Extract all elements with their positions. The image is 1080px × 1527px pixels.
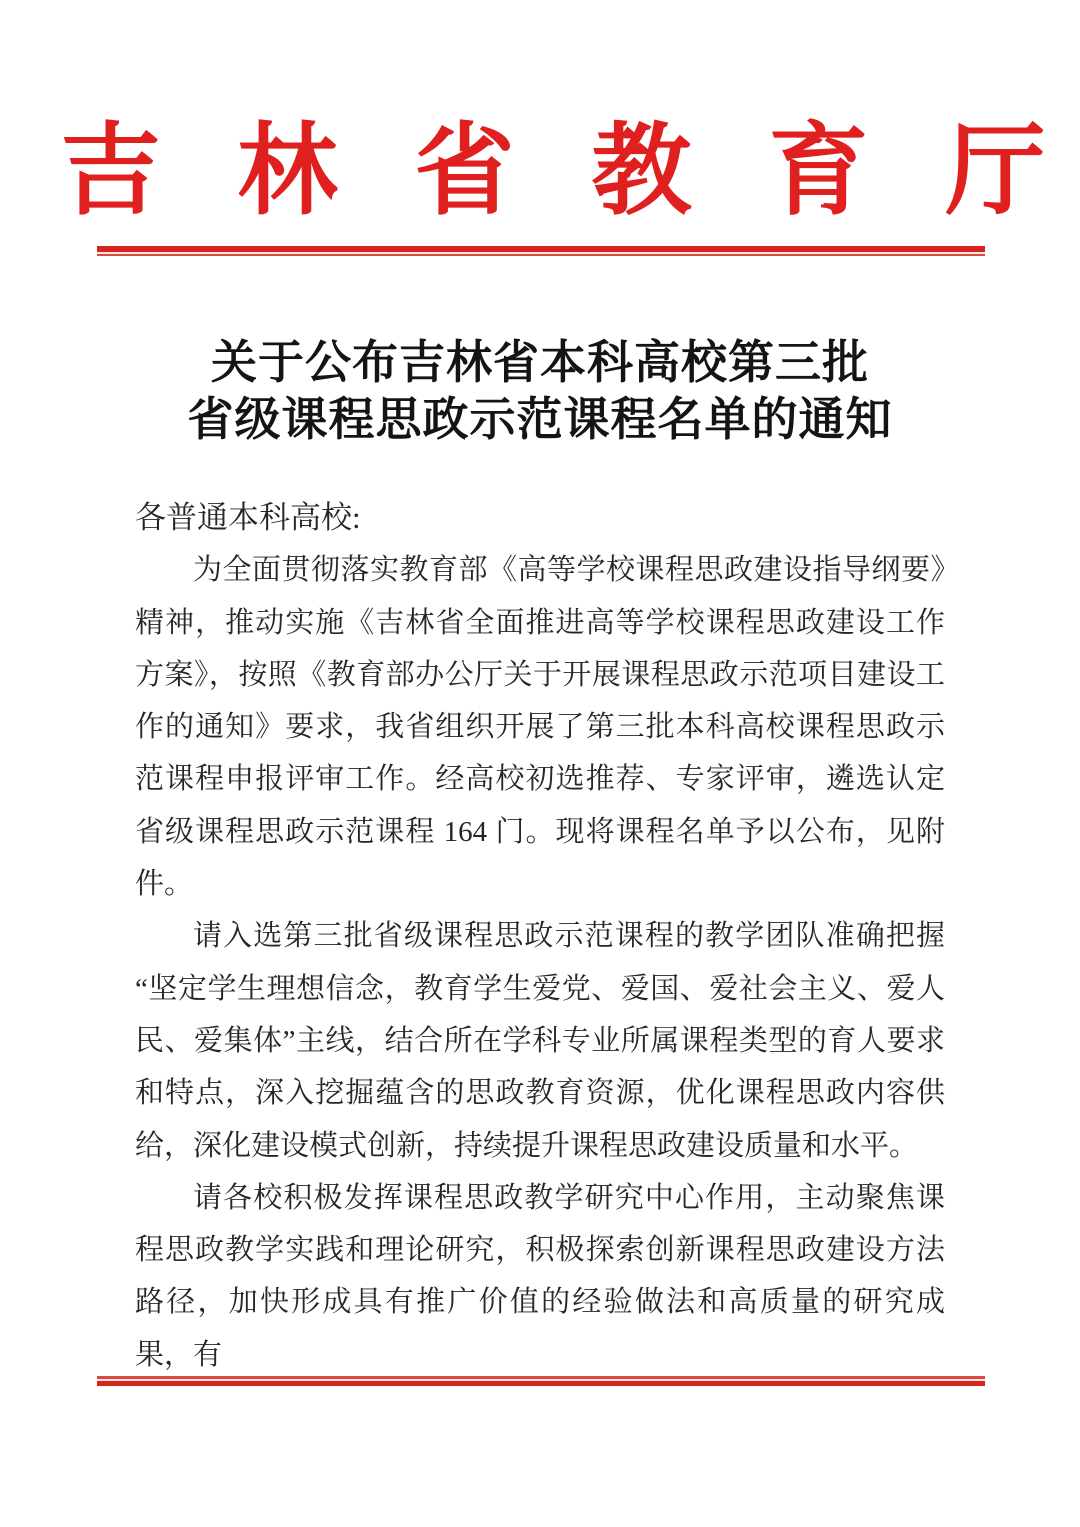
body-paragraph: 为全面贯彻落实教育部《高等学校课程思政建设指导纲要》精神，推动实施《吉林省全面推进高等学校课程思政建设工作方案》，按照《教育部办公厅关于开展课程思政示范项目建设工作的通知》要求，我省组织开展了第三批本科高校课程思政示范课程申报评审工作。经高校初选推荐、专家评审，遴选认定省级课程思政示范课程 164 门。现将课程名单予以公布，见附件。 [135, 554, 945, 901]
header-divider-line [97, 246, 985, 256]
body-paragraph: 请入选第三批省级课程思政示范课程的教学团队准确把握“坚定学生理想信念，教育学生爱党、爱国、爱社会主义、爱人民、爱集体”主线，结合所在学科专业所属课程类型的育人要求和特点，深入挖掘蕴含的思政教育资源，优化课程思政内容供给，深化建设模式创新，持续提升课程思政建设质量和水平。 [135, 920, 945, 1162]
document-main [0, 334, 1080, 1381]
salutation: 各普通本科高校: [135, 500, 361, 535]
document-title-line2: 省级课程思政示范课程名单的通知 [187, 394, 893, 445]
document-body [135, 492, 945, 1381]
issuing-agency-title: 吉 林 省 教 育 厅 [60, 116, 1072, 227]
letterhead [0, 0, 1080, 228]
body-paragraph: 请各校积极发挥课程思政教学研究中心作用，主动聚焦课程思政教学实践和理论研究，积极探索创新课程思政建设方法路径，加快形成具有推广价值的经验做法和高质量的研究成果，有 [135, 1181, 945, 1371]
divider-thick-line [97, 1381, 985, 1386]
document-title [0, 334, 1080, 448]
body-paragraphs [135, 544, 945, 1381]
divider-thin-line [97, 254, 985, 256]
footer-divider-line [97, 1376, 985, 1386]
document-title-line1: 关于公布吉林省本科高校第三批 [211, 337, 869, 388]
